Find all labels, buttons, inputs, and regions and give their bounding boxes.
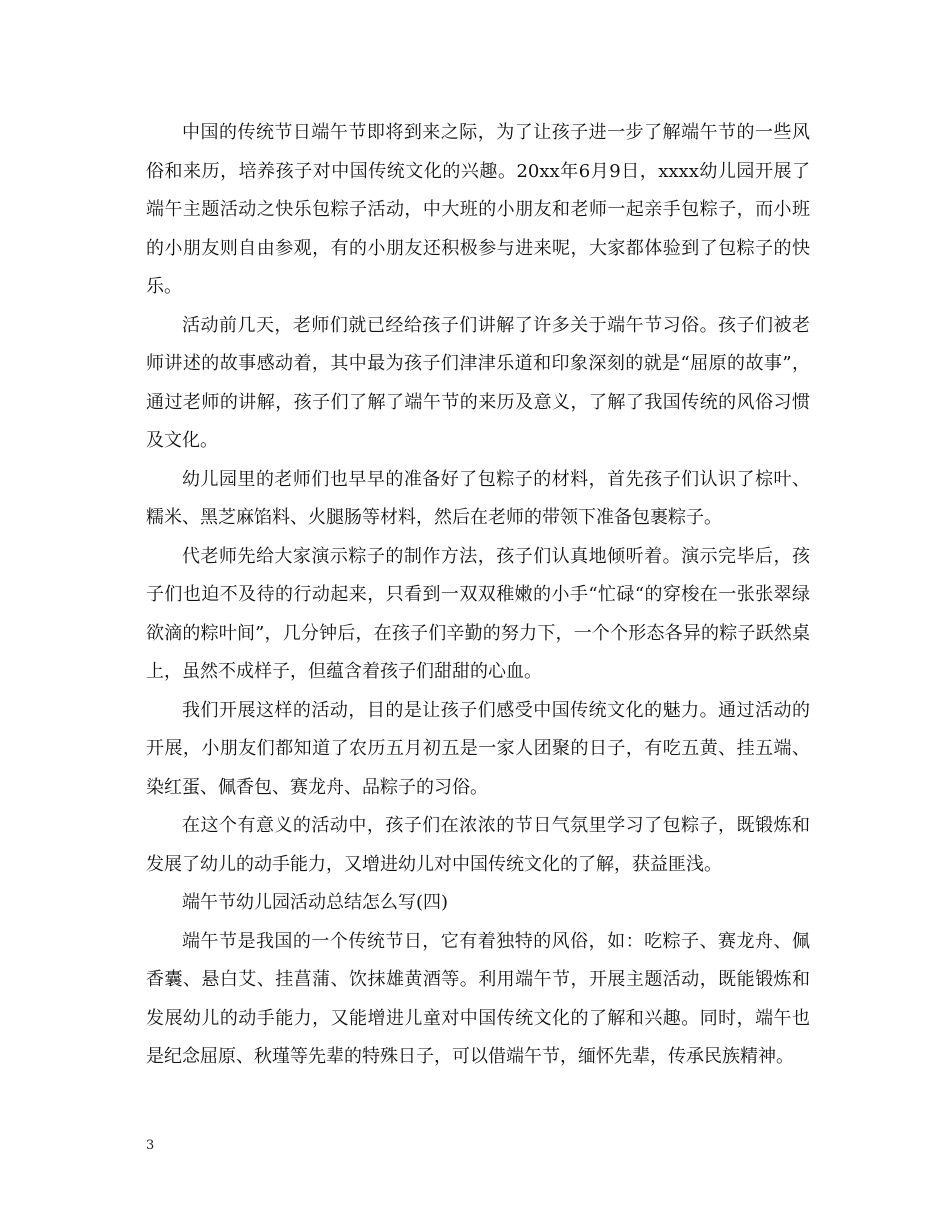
paragraph-purpose: 我们开展这样的活动，目的是让孩子们感受中国传统文化的魅力。通过活动的开展，小朋友们都知道了农历五月初五是一家人团聚的日子，有吃五黄、挂五端、染红蛋、佩香包、赛龙舟、品粽子的习俗。: [146, 699, 810, 798]
paragraph-quyuan-story: 活动前几天，老师们就已经给孩子们讲解了许多关于端午节习俗。孩子们被老师讲述的故事感动着，其中最为孩子们津津乐道和印象深刻的就是“屈原的故事”，通过老师的讲解，孩子们了解了端午节的来历及意义，了解了我国传统的风俗习惯及文化。: [146, 314, 810, 451]
paragraph-section-four: 端午节是我国的一个传统节日，它有着独特的风俗，如：吃粽子、赛龙舟、佩香囊、悬白艾、挂菖蒲、饮抹雄黄酒等。利用端午节，开展主题活动，既能锻炼和发展幼儿的动手能力，又能增进儿童对中国传统文化的了解和兴趣。同时，端午也是纪念屈原、秋瑾等先辈的特殊日子，可以借端午节，缅怀先辈，传承民族精神。: [146, 930, 810, 1067]
document-body: [146, 114, 810, 1077]
paragraph-dragon-boat-activity-intro: 中国的传统节日端午节即将到来之际，为了让孩子进一步了解端午节的一些风俗和来历，培养孩子对中国传统文化的兴趣。20xx年6月9日，xxxx幼儿园开展了端午主题活动之快乐包粽子活动，中大班的小朋友和老师一起亲手包粽子，而小班的小朋友则自由参观，有的小朋友还积极参与进来呢，大家都体验到了包粽子的快乐。: [146, 122, 810, 297]
paragraph-conclusion: 在这个有意义的活动中，孩子们在浓浓的节日气氛里学习了包粽子，既锻炼和发展了幼儿的动手能力，又增进幼儿对中国传统文化的了解，获益匪浅。: [146, 815, 810, 875]
paragraph-demonstration: 代老师先给大家演示粽子的制作方法，孩子们认真地倾听着。演示完毕后，孩子们也迫不及待的行动起来，只看到一双双稚嫩的小手“忙碌“的穿梭在一张张翠绿欲滴的粽叶间”，几分钟后，在孩子们辛勤的努力下，一个个形态各异的粽子跃然桌上，虽然不成样子，但蕴含着孩子们甜甜的心血。: [146, 545, 810, 682]
section-heading: 端午节幼儿园活动总结怎么写(四): [182, 892, 449, 913]
page-number: 3: [146, 1138, 155, 1153]
paragraph-materials: 幼儿园里的老师们也早早的准备好了包粽子的材料，首先孩子们认识了棕叶、糯米、黑芝麻馅料、火腿肠等材料，然后在老师的带领下准备包裹粽子。: [146, 468, 810, 528]
